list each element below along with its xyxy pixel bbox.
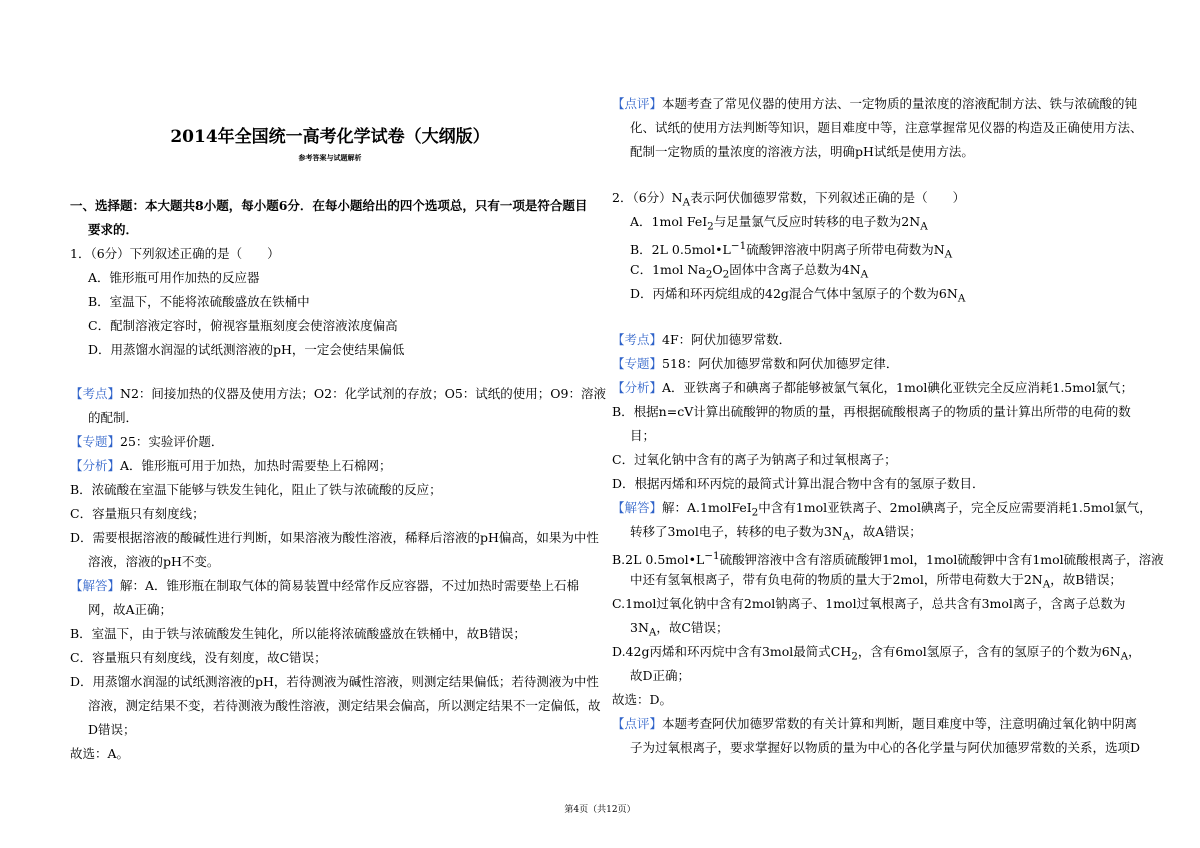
q1-fenxi-c: C．容量瓶只有刻度线； [70, 506, 205, 521]
q2-fenxi-b: B．根据n=cV计算出硫酸钾的物质的量，再根据硫酸根离子的物质的量计算出所带的电荷的数 [612, 404, 1131, 419]
q2-jieda-b: B.2L $0.5mol•L^{-1}$硫酸钾溶液中含有溶质硫酸钾1mol，1mol硫酸钾中含有1mol硫酸根离子，溶液 [612, 550, 1164, 568]
section-heading: 一、选择题：本大题共8小题，每小题6分．在每小题给出的四个选项总，只有一项是符合题目 [70, 198, 588, 213]
q2-jieda: 【解答】解：A.1molFeI$_2$中含有1mol亚铁离子、2mol碘离子，完全反应需要消耗1.5mol氯气， [612, 500, 1152, 519]
q2-option-b: B．2L $0.5mol•L^{-1}$硫酸钾溶液中阴离子所带电荷数为$N_A$ [630, 240, 953, 261]
q2-option-d: D．丙烯和环丙烷组成的42g混合气体中氢原子的个数为$6N_A$ [630, 286, 966, 305]
q1-kaodian: 【考点】N2：间接加热的仪器及使用方法；O2：化学试剂的存放；O5：试纸的使用；O9：溶液 [70, 386, 607, 401]
q1-jieda-c: C．容量瓶只有刻度线，没有刻度，故C错误； [70, 650, 327, 665]
q2-fenxi-d: D．根据丙烯和环丙烷的最简式计算出混合物中含有的氢原子数目． [612, 476, 985, 491]
q2-jieda-c-cont: $3N_A$，故C错误； [630, 620, 729, 639]
q2-dianping: 【点评】本题考查阿伏加德罗常数的有关计算和判断，题目难度中等，注意明确过氧化钠中阴离 [612, 716, 1138, 731]
q1-option-d: D．用蒸馏水润湿的试纸测溶液的pH，一定会使结果偏低 [88, 342, 405, 357]
q1-jieda-d: D．用蒸馏水润湿的试纸测溶液的pH，若待测液为碱性溶液，则测定结果偏低；若待测液为中性 [70, 674, 599, 689]
q2-answer: 故选：D。 [612, 692, 673, 707]
q1-jieda-a-cont: 网，故A正确； [88, 602, 173, 617]
q1-fenxi-d: D．需要根据溶液的酸碱性进行判断，如果溶液为酸性溶液，稀释后溶液的pH偏高，如果为中性 [70, 530, 599, 545]
q2-jieda-d-cont: 故D正确； [630, 668, 691, 683]
q1-fenxi: 【分析】A．锥形瓶可用于加热，加热时需要垫上石棉网； [70, 458, 392, 473]
q2-jieda-b-cont: 中还有氢氧根离子，带有负电荷的物质的量大于2mol，所带电荷数大于$2N_A$，故B错误； [630, 572, 1122, 591]
q2-kaodian: 【考点】4F：阿伏加德罗常数． [612, 332, 792, 347]
q2-jieda-d: D.42g丙烯和环丙烷中含有3mol最简式$CH_2$，含有6mol氢原子，含有的氢原子的个数为$6N_A$， [612, 644, 1141, 663]
q1-jieda-d-cont2: D错误； [88, 722, 136, 737]
q2-jieda-a-cont: 转移了3mol电子，转移的电子数为$3N_A$，故A错误； [630, 524, 922, 543]
page-title: 2014年全国统一高考化学试卷（大纲版） [170, 127, 490, 147]
q1-jieda-b: B．室温下，由于铁与浓硫酸发生钝化，所以能将浓硫酸盛放在铁桶中，故B错误； [70, 626, 526, 641]
q1-option-a: A．锥形瓶可用作加热的反应器 [88, 270, 260, 285]
fenxi-tag: 【分析】 [70, 458, 121, 473]
page-number-footer: 第4页（共12页） [564, 805, 636, 815]
q1-stem: 1．（6分）下列叙述正确的是（ ） [70, 246, 280, 261]
q2-option-c: C．1mol $Na_2O_2$固体中含离子总数为$4N_A$ [630, 262, 869, 281]
q2-jieda-c: C.1mol过氧化钠中含有2mol钠离子、1mol过氧根离子，总共含有3mol离子，含离子总数为 [612, 596, 1126, 611]
page-subtitle: 参考答案与试题解析 [298, 153, 362, 162]
dianping-tag: 【点评】 [612, 96, 663, 111]
q1-jieda: 【解答】解：A．锥形瓶在制取气体的简易装置中经常作反应容器，不过加热时需要垫上石棉 [70, 578, 580, 593]
q1-option-c: C．配制溶液定容时，俯视容量瓶刻度会使溶液浓度偏高 [88, 318, 398, 333]
jieda-tag: 【解答】 [70, 578, 121, 593]
zhuanti-tag: 【专题】 [70, 434, 121, 449]
q2-stem: 2．（6分）$N_A$表示阿伏伽德罗常数，下列叙述正确的是（ ） [612, 190, 966, 209]
q1-zhuanti: 【专题】25：实验评价题． [70, 434, 224, 449]
q1-fenxi-d-cont: 溶液，溶液的pH不变。 [88, 554, 220, 569]
q1-option-b: B．室温下，不能将浓硫酸盛放在铁桶中 [88, 294, 310, 309]
q2-fenxi-c: C．过氧化钠中含有的离子为钠离子和过氧根离子； [612, 452, 897, 467]
q1-dianping: 【点评】本题考查了常见仪器的使用方法、一定物质的量浓度的溶液配制方法、铁与浓硫酸的钝 [612, 96, 1138, 111]
q1-jieda-d-cont: 溶液，测定结果不变，若待测液为酸性溶液，测定结果会偏高，所以测定结果不一定偏低，故 [88, 698, 601, 713]
q2-option-a: A．1mol FeI$_2$与足量氯气反应时转移的电子数为$2N_A$ [630, 214, 928, 233]
q2-zhuanti: 【专题】518：阿伏加德罗常数和阿伏加德罗定律． [612, 356, 899, 371]
q1-answer: 故选：A。 [70, 746, 130, 761]
q1-dianping-cont: 化、试纸的使用方法判断等知识，题目难度中等，注意掌握常见仪器的构造及正确使用方法、 [630, 120, 1143, 135]
q1-kaodian-cont: 的配制． [88, 410, 139, 425]
q1-fenxi-b: B．浓硫酸在室温下能够与铁发生钝化，阻止了铁与浓硫酸的反应； [70, 482, 442, 497]
q2-dianping-cont: 子为过氧根离子，要求掌握好以物质的量为中心的各化学量与阿伏加德罗常数的关系，选项D [630, 740, 1141, 755]
q2-fenxi: 【分析】A．亚铁离子和碘离子都能够被氯气氧化，1mol碘化亚铁完全反应消耗1.5mol氯气； [612, 380, 1134, 395]
q2-fenxi-b-cont: 目； [630, 428, 656, 443]
section-heading-cont: 要求的． [88, 222, 139, 237]
q1-dianping-cont2: 配制一定物质的量浓度的溶液方法，明确pH试纸是使用方法。 [630, 144, 974, 159]
kaodian-tag: 【考点】 [70, 386, 121, 401]
